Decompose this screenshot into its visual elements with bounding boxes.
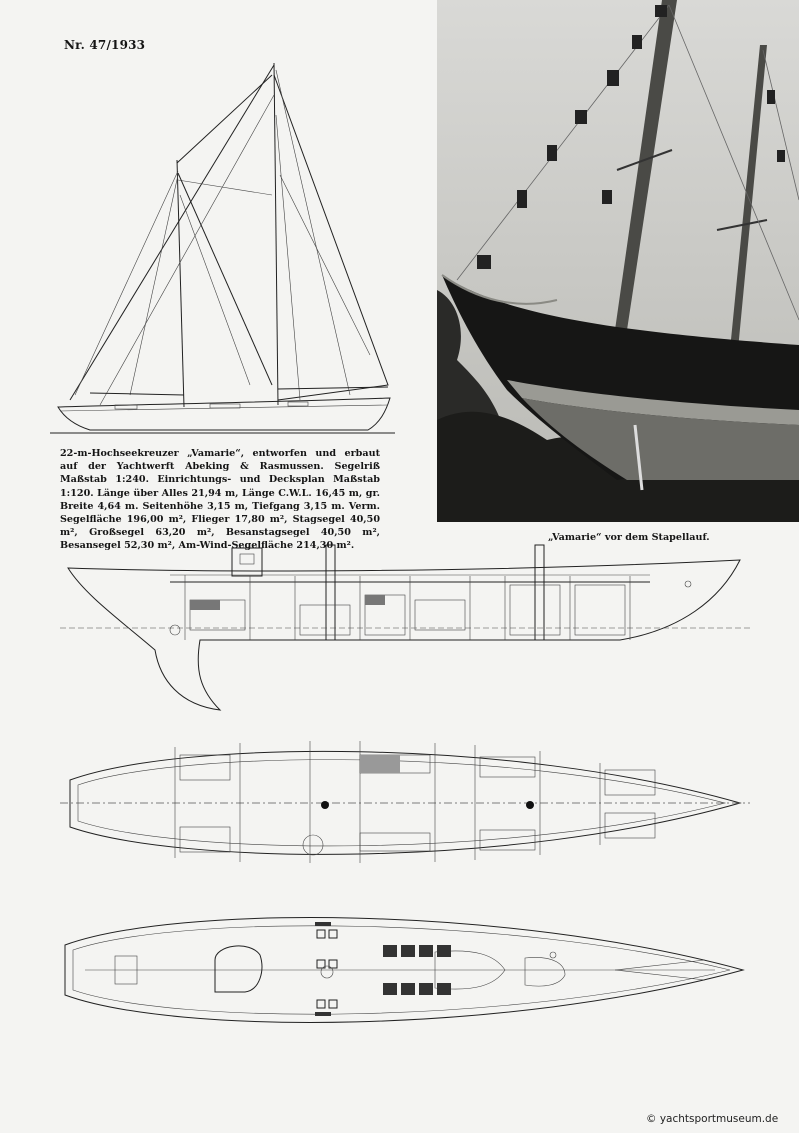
issue-number: Nr. 47/1933 — [64, 38, 146, 52]
deck-plan-drawing — [55, 900, 750, 1040]
photo-caption: „Vamarie“ vor dem Stapellauf. — [548, 532, 710, 543]
profile-section-drawing — [60, 540, 750, 715]
accommodation-plan-drawing — [60, 735, 750, 870]
sail-plan-drawing — [50, 55, 400, 440]
watermark: © yachtsportmuseum.de — [646, 1113, 779, 1125]
specification-caption: 22-m-Hochseekreuzer „Vamarie“, entworfen und erbaut auf der Yachtwerft Abeking & Rasmussen. Segelriß Maßstab 1:240. Einrichtungs- und Decksplan Maßstab 1:120. Länge über Alles 21,94 m, Länge C.W.L. 16,45 m, gr. Breite 4,64 m. Seitenhöhe 3,15 m, Tiefgang 3,15 m. Verm. Segelfläche 196,00 m², Flieger 17,80 m², Stagsegel 40,50 m², Großsegel 63,20 m², Besanstagsegel 40,50 m², Besansegel 52,30 m², Am-Wind-Segelfläche 214,30 m². — [60, 448, 380, 552]
launch-photo — [437, 0, 799, 522]
